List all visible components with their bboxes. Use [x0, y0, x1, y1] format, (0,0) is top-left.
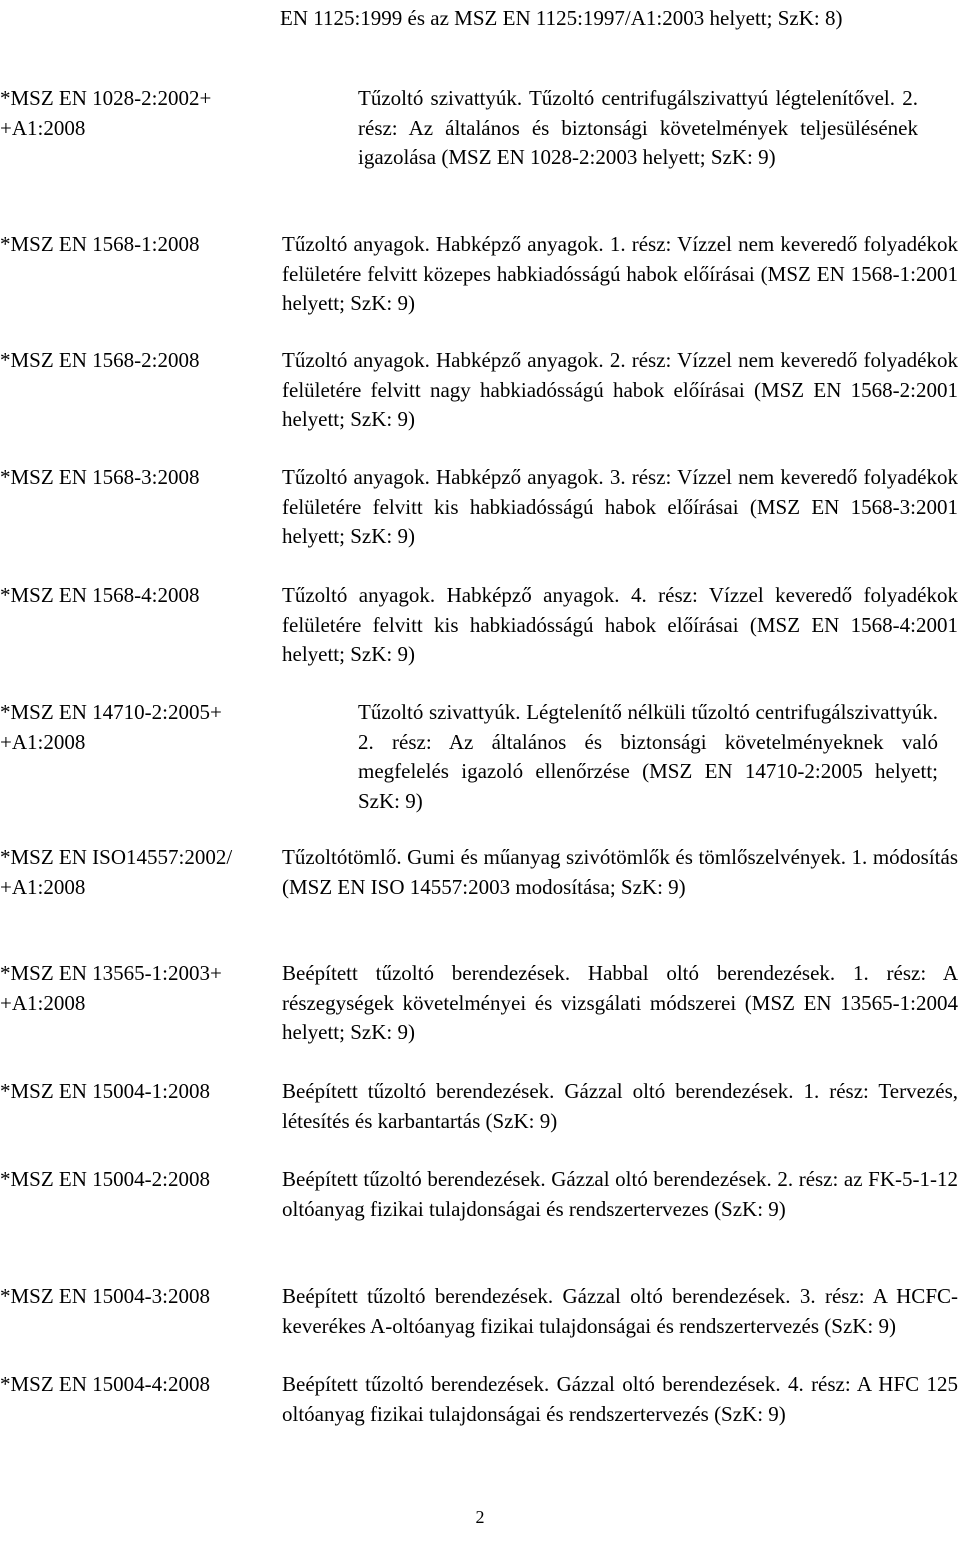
- standard-description: Tűzoltó anyagok. Habképző anyagok. 1. rész: Vízzel nem keveredő folyadékok felületére felvitt közepes habkiadósságú habok előírásai (MSZ EN 1568-1:2001 helyett; SzK: 9): [282, 232, 958, 315]
- standard-description: Beépített tűzoltó berendezések. Gázzal oltó berendezések. 4. rész: A HFC 125 oltóanyag fizikai tulajdonságai és rendszertervezés (SzK: 9): [282, 1372, 958, 1426]
- standard-code: *MSZ EN 1568-4:2008: [0, 583, 200, 607]
- page-number: 2: [475, 1507, 485, 1527]
- standard-description: Tűzoltó szivattyúk. Tűzoltó centrifugálszivattyú légtelenítővel. 2. rész: Az általános és biztonsági követelmények teljesülésének igazolása (MSZ EN 1028-2:2003 helyett; SzK: 9): [358, 86, 918, 169]
- standard-code: *MSZ EN 15004-1:2008: [0, 1079, 210, 1103]
- standard-code: *MSZ EN 1028-2:2002+ +A1:2008: [0, 86, 212, 140]
- standard-description: Beépített tűzoltó berendezések. Gázzal oltó berendezések. 1. rész: Tervezés, létesítés és karbantartás (SzK: 9): [282, 1079, 958, 1133]
- standard-description: Beépített tűzoltó berendezések. Gázzal oltó berendezések. 2. rész: az FK-5-1-12 oltóanyag fizikai tulajdonságai és rendszertervezes (SzK: 9): [282, 1167, 958, 1221]
- standard-description: Tűzoltótömlő. Gumi és műanyag szivótömlők és tömlőszelvények. 1. módosítás (MSZ EN ISO 14557:2003 modosítása; SzK: 9): [282, 845, 958, 899]
- standard-description: Tűzoltó anyagok. Habképző anyagok. 3. rész: Vízzel nem keveredő folyadékok felületére felvitt kis habkiadósságú habok előírásai (MSZ EN 1568-3:2001 helyett; SzK: 9): [282, 465, 958, 548]
- standard-description: Tűzoltó anyagok. Habképző anyagok. 4. rész: Vízzel keveredő folyadékok felületére felvitt kis habkiadósságú habok előírásai (MSZ EN 1568-4:2001 helyett; SzK: 9): [282, 583, 958, 666]
- standard-description: Tűzoltó szivattyúk. Légtelenítő nélküli tűzoltó centrifugálszivattyúk. 2. rész: Az általános és biztonsági követelményeknek való megfelelés igazoló ellenőrzése (MSZ EN 14710-2:2005 helyett; SzK: 9): [358, 700, 938, 813]
- continuation-text: EN 1125:1999 és az MSZ EN 1125:1997/A1:2003 helyett; SzK: 8): [280, 6, 843, 30]
- standard-code: *MSZ EN 15004-4:2008: [0, 1372, 210, 1396]
- standard-description: Beépített tűzoltó berendezések. Gázzal oltó berendezések. 3. rész: A HCFC-keverékes A-oltóanyag fizikai tulajdonságai és rendszertervezés (SzK: 9): [282, 1284, 958, 1338]
- standard-code: *MSZ EN 13565-1:2003+ +A1:2008: [0, 961, 222, 1015]
- standard-code: *MSZ EN 14710-2:2005+ +A1:2008: [0, 700, 222, 754]
- standard-description: Beépített tűzoltó berendezések. Habbal oltó berendezések. 1. rész: A részegységek követelményei és vizsgálati módszerei (MSZ EN 13565-1:2004 helyett; SzK: 9): [282, 961, 958, 1044]
- standard-code: *MSZ EN 15004-2:2008: [0, 1167, 210, 1191]
- standard-description: Tűzoltó anyagok. Habképző anyagok. 2. rész: Vízzel nem keveredő folyadékok felületére felvitt nagy habkiadósságú habok előírásai (MSZ EN 1568-2:2001 helyett; SzK: 9): [282, 348, 958, 431]
- standard-code: *MSZ EN 1568-3:2008: [0, 465, 200, 489]
- standard-code: *MSZ EN ISO14557:2002/ +A1:2008: [0, 845, 233, 899]
- standard-code: *MSZ EN 1568-2:2008: [0, 348, 200, 372]
- standard-code: *MSZ EN 15004-3:2008: [0, 1284, 210, 1308]
- standard-code: *MSZ EN 1568-1:2008: [0, 232, 200, 256]
